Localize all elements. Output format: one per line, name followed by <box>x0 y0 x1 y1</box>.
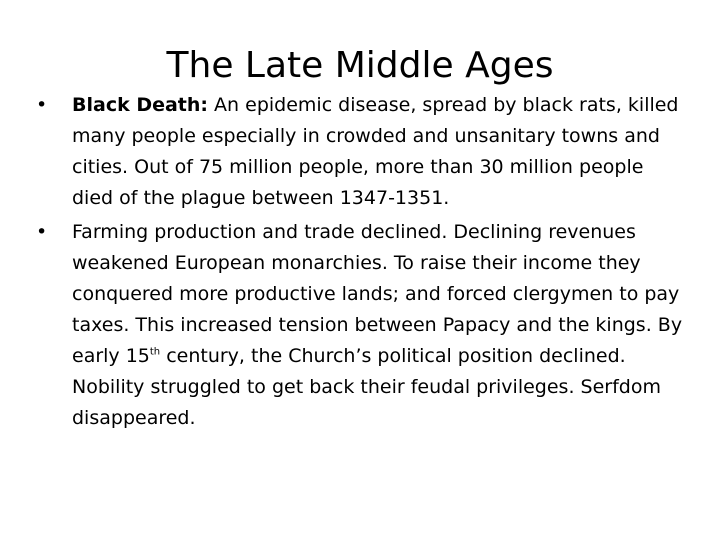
slide-title: The Late Middle Ages <box>166 45 554 86</box>
bullet-icon: • <box>36 94 48 116</box>
bullet-text-after: century, the Church’s political position declined. Nobility struggled to get back their feudal privileges. Serfdom disappeared. <box>72 345 661 429</box>
bullet-text: An epidemic disease, spread by black rats, killed many people especially in crowded and unsanitary towns and cities. Out of 75 million people, more than 30 million people died of the plague between 1347-1351. <box>72 94 679 209</box>
bullet-item-black-death <box>36 90 686 214</box>
bullet-icon: • <box>36 221 48 243</box>
bullet-text-before: Farming production and trade declined. Declining revenues weakened European monarchies. To raise their income they conquered more productive lands; and forced clergymen to pay taxes. This increased tension between Papacy and the kings. By early 15 <box>72 221 683 367</box>
bullet-item-decline <box>36 217 686 434</box>
ordinal-superscript: th <box>149 346 161 358</box>
bullet-term: Black Death: <box>72 94 209 116</box>
bullet-list <box>36 90 686 437</box>
